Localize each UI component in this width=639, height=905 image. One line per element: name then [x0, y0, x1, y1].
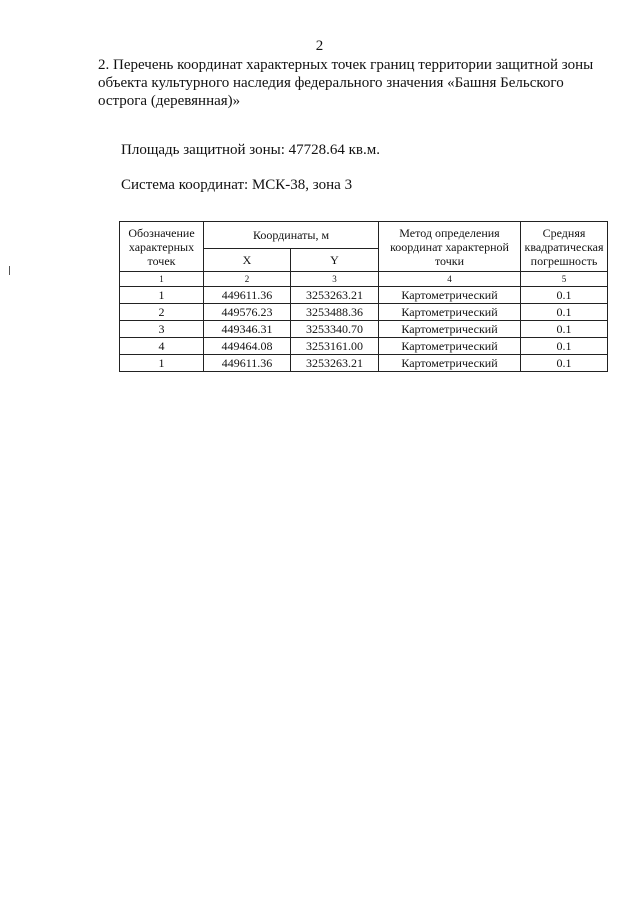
header-method: Метод определения координат характерной точки [379, 222, 521, 272]
cell-x: 449576.23 [204, 304, 291, 321]
header-point: Обозначение характерных точек [120, 222, 204, 272]
cell-y: 3253161.00 [291, 338, 379, 355]
cell-error: 0.1 [521, 355, 608, 372]
column-number: 2 [204, 272, 291, 287]
cell-method: Картометрический [379, 321, 521, 338]
column-numbers-row [120, 272, 608, 287]
cell-error: 0.1 [521, 321, 608, 338]
page-number: 2 [315, 38, 324, 54]
column-number: 5 [521, 272, 608, 287]
cell-x: 449611.36 [204, 355, 291, 372]
header-coordinates: Координаты, м [204, 222, 379, 249]
header-error: Средняя квадратическая погрешность [521, 222, 608, 272]
coordinates-table [119, 221, 608, 372]
cell-point: 2 [120, 304, 204, 321]
table-row [120, 355, 608, 372]
cell-y: 3253488.36 [291, 304, 379, 321]
margin-mark [9, 266, 10, 275]
cell-method: Картометрический [379, 338, 521, 355]
column-number: 4 [379, 272, 521, 287]
table-row [120, 287, 608, 304]
table-row [120, 321, 608, 338]
table-row [120, 338, 608, 355]
cell-x: 449346.31 [204, 321, 291, 338]
section-heading: 2. Перечень координат характерных точек границ территории защитной зоны объекта культурного наследия федерального значения «Башня Бельского острога (деревянная)» [98, 57, 594, 109]
cell-error: 0.1 [521, 287, 608, 304]
column-number: 1 [120, 272, 204, 287]
coordinate-system: Система координат: МСК-38, зона 3 [121, 177, 353, 193]
cell-method: Картометрический [379, 355, 521, 372]
header-x: X [204, 249, 291, 272]
cell-y: 3253263.21 [291, 287, 379, 304]
column-number: 3 [291, 272, 379, 287]
protection-zone-area: Площадь защитной зоны: 47728.64 кв.м. [121, 142, 380, 158]
cell-x: 449464.08 [204, 338, 291, 355]
cell-x: 449611.36 [204, 287, 291, 304]
cell-y: 3253263.21 [291, 355, 379, 372]
cell-error: 0.1 [521, 304, 608, 321]
header-y: Y [291, 249, 379, 272]
cell-point: 1 [120, 355, 204, 372]
cell-point: 1 [120, 287, 204, 304]
cell-point: 4 [120, 338, 204, 355]
cell-y: 3253340.70 [291, 321, 379, 338]
cell-method: Картометрический [379, 304, 521, 321]
table-row [120, 304, 608, 321]
cell-method: Картометрический [379, 287, 521, 304]
cell-point: 3 [120, 321, 204, 338]
cell-error: 0.1 [521, 338, 608, 355]
